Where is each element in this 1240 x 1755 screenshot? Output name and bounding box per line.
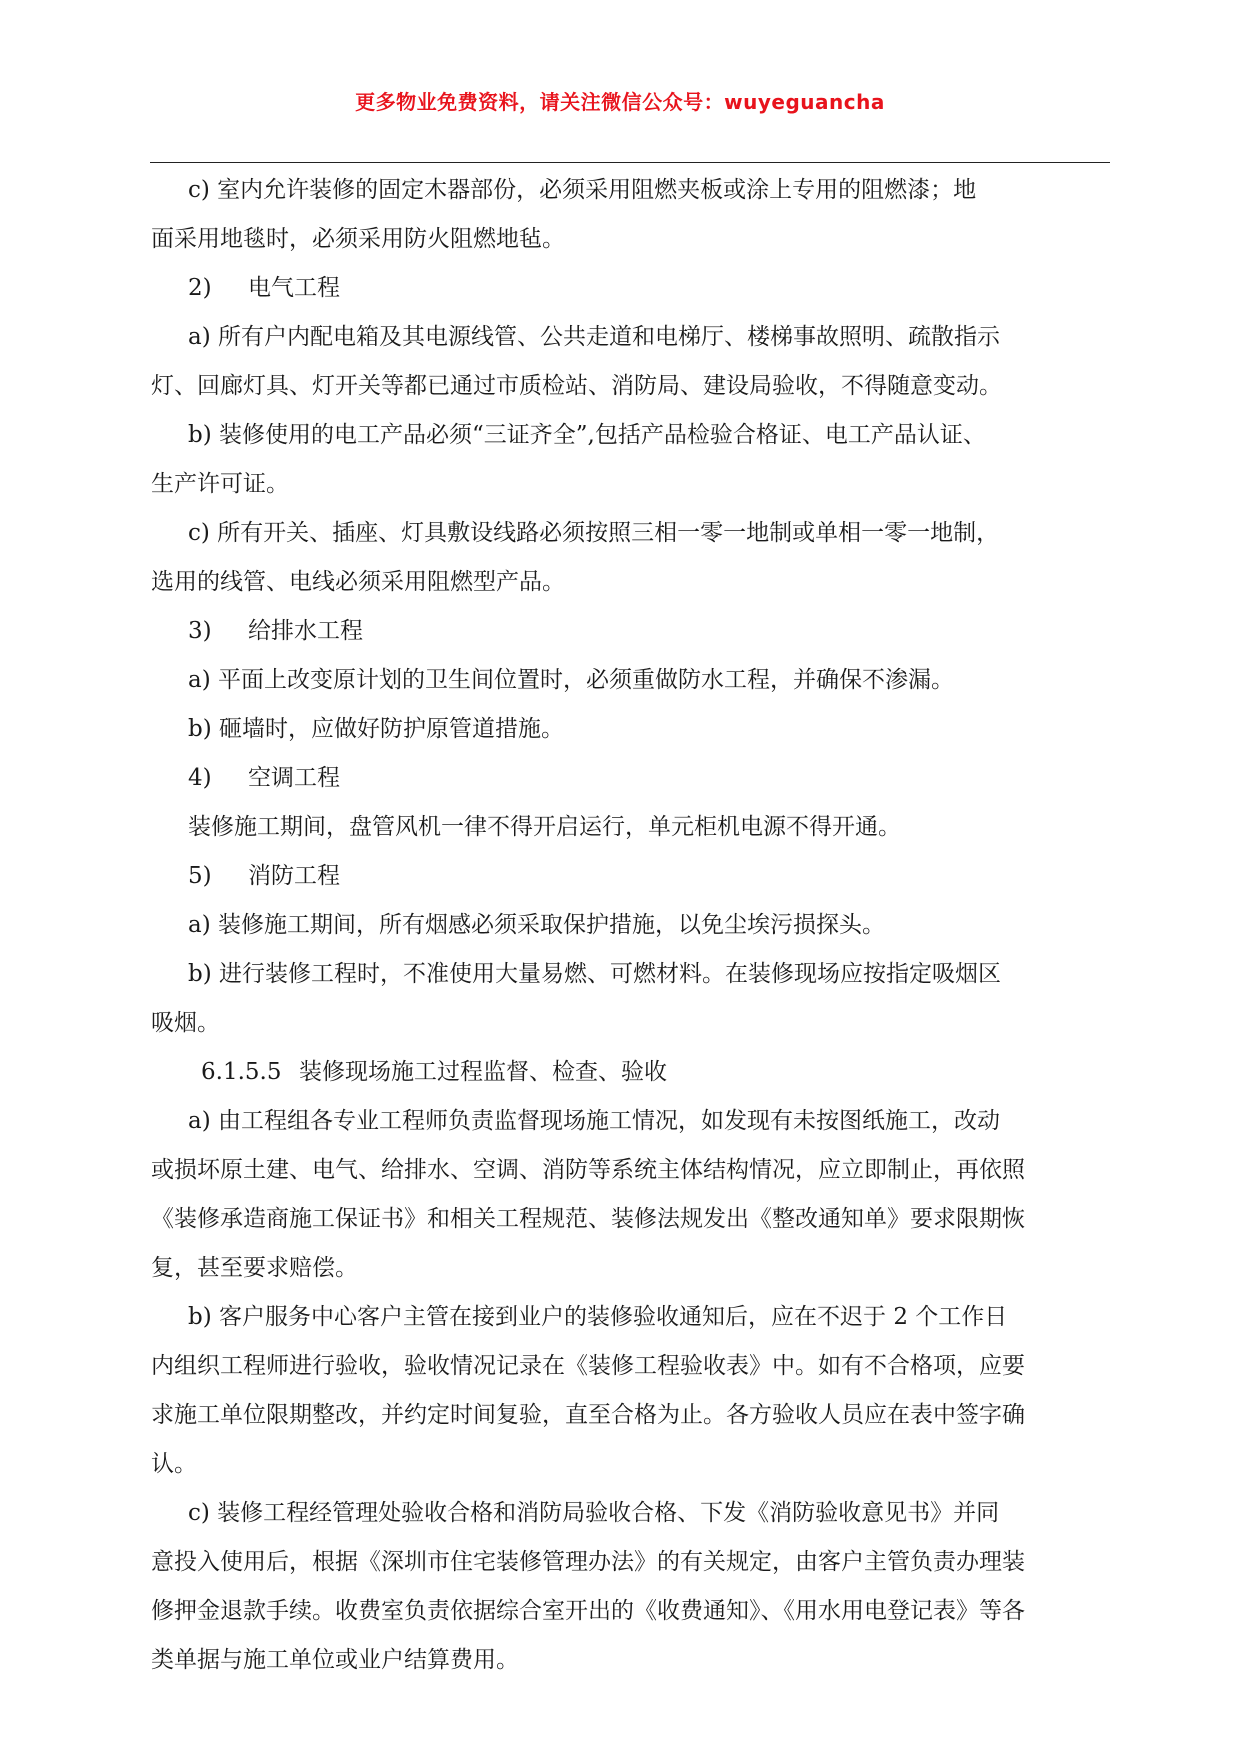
paragraph-line: b) 客户服务中心客户主管在接到业户的装修验收通知后，应在不迟于 2 个工作日 [188, 1304, 1008, 1330]
paragraph-line: b) 装修使用的电工产品必须“三证齐全”,包括产品检验合格证、电工产品认证、 [188, 422, 986, 448]
paragraph-line: 意投入使用后，根据《深圳市住宅装修管理办法》的有关规定，由客户主管负责办理装 [151, 1549, 1025, 1575]
subsection-number: 3) [188, 618, 212, 644]
document-body [151, 166, 1091, 1685]
subsection-heading [151, 264, 1091, 313]
subsection-title: 给排水工程 [248, 618, 363, 644]
page-header-banner: 更多物业免费资料，请关注微信公众号：wuyeguancha [355, 90, 885, 114]
paragraph-line: 灯、回廊灯具、灯开关等都已通过市质检站、消防局、建设局验收，不得随意变动。 [151, 373, 1002, 399]
subsection-title: 消防工程 [248, 863, 340, 889]
paragraph-line: 装修施工期间，盘管风机一律不得开启运行，单元柜机电源不得开通。 [188, 814, 901, 840]
subsection-heading [151, 607, 1091, 656]
paragraph-line: a) 平面上改变原计划的卫生间位置时，必须重做防水工程，并确保不渗漏。 [188, 667, 954, 693]
subsection-heading [151, 852, 1091, 901]
paragraph-line: b) 砸墙时，应做好防护原管道措施。 [188, 716, 565, 742]
section-heading [151, 1048, 1091, 1097]
paragraph-line: 求施工单位限期整改，并约定时间复验，直至合格为止。各方验收人员应在表中签字确 [151, 1402, 1025, 1428]
paragraph-line: c) 装修工程经管理处验收合格和消防局验收合格、下发《消防验收意见书》并同 [188, 1500, 1000, 1526]
subsection-heading [151, 754, 1091, 803]
paragraph-line: c) 所有开关、插座、灯具敷设线路必须按照三相一零一地制或单相一零一地制， [188, 520, 1000, 546]
paragraph-line: 选用的线管、电线必须采用阻燃型产品。 [151, 569, 565, 595]
paragraph-line: b) 进行装修工程时，不准使用大量易燃、可燃材料。在装修现场应按指定吸烟区 [188, 961, 1002, 987]
paragraph-line: 面采用地毯时，必须采用防火阻燃地毡。 [151, 226, 565, 252]
section-number: 6.1.5.5 [201, 1059, 282, 1085]
subsection-number: 2) [188, 275, 212, 301]
paragraph-line: 或损坏原土建、电气、给排水、空调、消防等系统主体结构情况，应立即制止，再依照 [151, 1157, 1025, 1183]
paragraph-line: a) 所有户内配电箱及其电源线管、公共走道和电梯厅、楼梯事故照明、疏散指示 [188, 324, 1000, 350]
paragraph-line: c) 室内允许装修的固定木器部份，必须采用阻燃夹板或涂上专用的阻燃漆；地 [188, 177, 977, 203]
section-title: 装修现场施工过程监督、检查、验收 [299, 1059, 667, 1085]
paragraph-line: a) 由工程组各专业工程师负责监督现场施工情况，如发现有未按图纸施工，改动 [188, 1108, 1000, 1134]
paragraph-line: 复，甚至要求赔偿。 [151, 1255, 358, 1281]
header-divider [150, 162, 1110, 163]
paragraph-line: 《装修承造商施工保证书》和相关工程规范、装修法规发出《整改通知单》要求限期恢 [151, 1206, 1025, 1232]
paragraph-line: 认。 [151, 1451, 197, 1477]
paragraph-line: 类单据与施工单位或业户结算费用。 [151, 1647, 519, 1673]
paragraph-line: 吸烟。 [151, 1010, 220, 1036]
paragraph-line: 生产许可证。 [151, 471, 289, 497]
paragraph-line: a) 装修施工期间，所有烟感必须采取保护措施，以免尘埃污损探头。 [188, 912, 885, 938]
subsection-title: 电气工程 [248, 275, 340, 301]
subsection-number: 5) [188, 863, 212, 889]
subsection-number: 4) [188, 765, 212, 791]
paragraph-line: 修押金退款手续。收费室负责依据综合室开出的《收费通知》、《用水用电登记表》等各 [151, 1598, 1025, 1624]
subsection-title: 空调工程 [248, 765, 340, 791]
paragraph-line: 内组织工程师进行验收，验收情况记录在《装修工程验收表》中。如有不合格项，应要 [151, 1353, 1025, 1379]
